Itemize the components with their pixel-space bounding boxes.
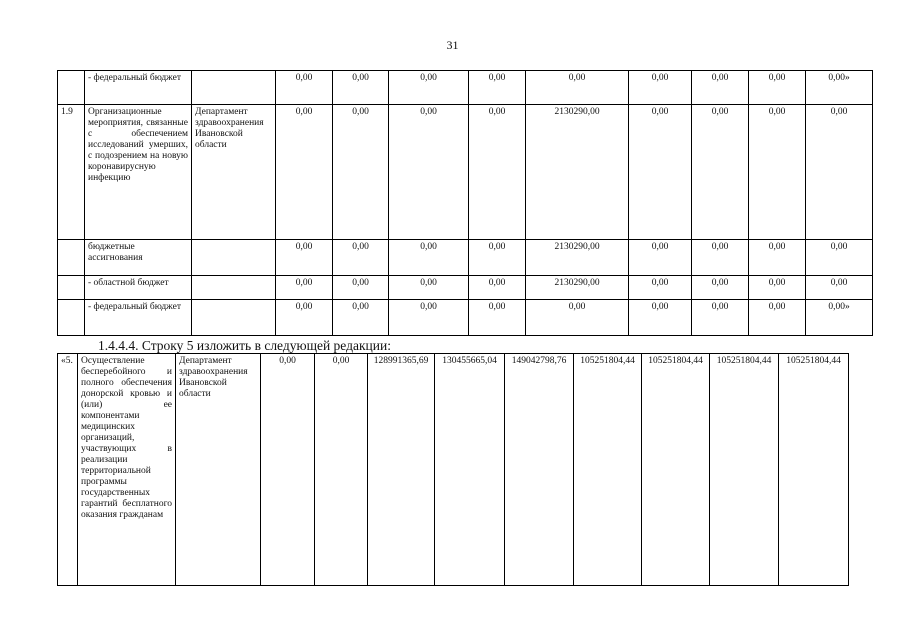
amount-cell: 0,00 [749, 105, 806, 240]
item-name-cell: Осуществление бесперебойного и полного обеспечения донорской кровью и (или) ее компонентами медицинских организаций, участвующих в реализации территориальной программы государственных гарантий бесплатного оказания гражданам [78, 354, 176, 586]
amount-cell: 0,00 [629, 105, 692, 240]
amount-cell: 0,00 [526, 71, 629, 105]
table-row [58, 276, 873, 300]
amount-cell: 0,00 [692, 240, 749, 276]
amount-cell: 0,00 [389, 240, 469, 276]
amount-cell: 0,00 [629, 276, 692, 300]
department-cell: Департамент здравоохранения Ивановской области [176, 354, 261, 586]
page-number: 31 [446, 38, 459, 52]
budget-table-continued [57, 70, 873, 336]
amount-cell: 0,00 [276, 105, 333, 240]
table-row [58, 300, 873, 336]
item-name-cell: - областной бюджет [85, 276, 192, 300]
amount-cell: 0,00 [276, 276, 333, 300]
amount-cell: 0,00 [333, 300, 389, 336]
amount-cell: 2130290,00 [526, 276, 629, 300]
item-name-cell: - федеральный бюджет [85, 300, 192, 336]
table-row [58, 240, 873, 276]
table-row [58, 354, 849, 586]
department-cell [192, 71, 276, 105]
amount-cell: 0,00 [261, 354, 315, 586]
row-number-cell [58, 240, 85, 276]
amount-cell: 0,00 [806, 240, 873, 276]
amount-cell: 0,00 [276, 300, 333, 336]
department-cell [192, 276, 276, 300]
row-number-cell [58, 71, 85, 105]
item-name-cell: Организационные мероприятия, связанные с обеспечением исследований умерших, с подозрением на новую коронавирусную инфекцию [85, 105, 192, 240]
amount-cell: 0,00 [469, 71, 526, 105]
amount-cell: 0,00 [469, 300, 526, 336]
amount-cell: 0,00 [389, 276, 469, 300]
department-cell: Департамент здравоохранения Ивановской области [192, 105, 276, 240]
amendment-heading: 1.4.4.4. Строку 5 изложить в следующей редакции: [98, 338, 391, 353]
row-number-cell: 1.9 [58, 105, 85, 240]
amount-cell: 0,00 [469, 276, 526, 300]
budget-table-row5 [57, 353, 849, 586]
amount-cell: 0,00 [692, 300, 749, 336]
amount-cell: 0,00 [629, 300, 692, 336]
amount-cell: 0,00 [333, 240, 389, 276]
amount-cell: 0,00 [333, 105, 389, 240]
amount-cell: 0,00 [469, 105, 526, 240]
amount-cell: 130455665,04 [435, 354, 505, 586]
amount-cell: 0,00 [333, 276, 389, 300]
amount-cell: 2130290,00 [526, 240, 629, 276]
amount-cell: 0,00 [276, 240, 333, 276]
amount-cell: 0,00 [806, 276, 873, 300]
amount-cell: 0,00 [749, 276, 806, 300]
department-cell [192, 300, 276, 336]
amount-cell: 105251804,44 [642, 354, 710, 586]
amount-cell: 0,00» [806, 71, 873, 105]
amount-cell: 2130290,00 [526, 105, 629, 240]
amount-cell: 0,00 [629, 240, 692, 276]
row-number-cell [58, 276, 85, 300]
amount-cell: 0,00 [469, 240, 526, 276]
row-number-cell: «5. [58, 354, 78, 586]
amount-cell: 0,00» [806, 300, 873, 336]
amount-cell: 105251804,44 [779, 354, 849, 586]
amount-cell: 0,00 [315, 354, 368, 586]
amount-cell: 0,00 [692, 105, 749, 240]
amount-cell: 105251804,44 [574, 354, 642, 586]
item-name-cell: бюджетные ассигнования [85, 240, 192, 276]
amount-cell: 0,00 [749, 300, 806, 336]
amount-cell: 0,00 [692, 71, 749, 105]
item-name-cell: - федеральный бюджет [85, 71, 192, 105]
table-row [58, 105, 873, 240]
amount-cell: 0,00 [629, 71, 692, 105]
amount-cell: 0,00 [806, 105, 873, 240]
amount-cell: 0,00 [749, 240, 806, 276]
table-row [58, 71, 873, 105]
amount-cell: 105251804,44 [710, 354, 779, 586]
amount-cell: 0,00 [749, 71, 806, 105]
amount-cell: 0,00 [526, 300, 629, 336]
amount-cell: 0,00 [389, 105, 469, 240]
amount-cell: 128991365,69 [368, 354, 435, 586]
amount-cell: 0,00 [333, 71, 389, 105]
amount-cell: 149042798,76 [505, 354, 574, 586]
amount-cell: 0,00 [389, 300, 469, 336]
amount-cell: 0,00 [692, 276, 749, 300]
row-number-cell [58, 300, 85, 336]
amount-cell: 0,00 [276, 71, 333, 105]
amount-cell: 0,00 [389, 71, 469, 105]
department-cell [192, 240, 276, 276]
